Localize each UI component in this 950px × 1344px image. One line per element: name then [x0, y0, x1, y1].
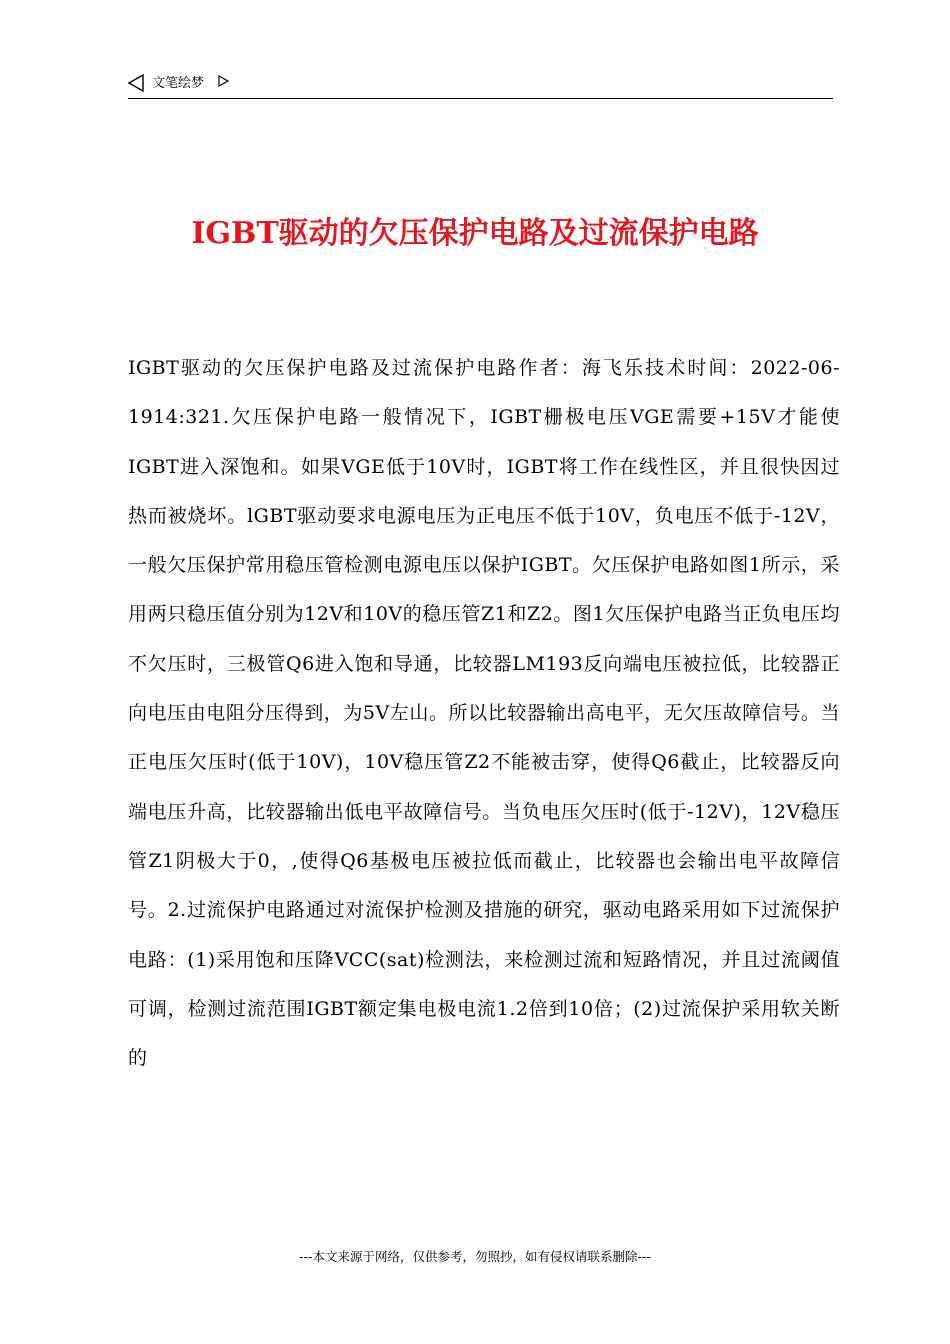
- header-brand: 文笔绘梦: [152, 76, 205, 91]
- footer-disclaimer: ---本文来源于网络，仅供参考，勿照抄，如有侵权请联系删除---: [298, 1249, 652, 1264]
- triangle-right-outline-icon: [218, 75, 229, 87]
- document-body: IGBT驱动的欠压保护电路及过流保护电路作者：海飞乐技术时间：2022-06-1914:321.欠压保护电路一般情况下，IGBT栅极电压VGE需要+15V才能使IGBT进入深饱和。如果VGE低于10V时，IGBT将工作在线性区，并且很快因过热而被烧坏。lGBT驱动要求电源电压为正电压不低于10V，负电压不低于-12V，一般欠压保护常用稳压管检测电源电压以保护IGBT。欠压保护电路如图1所示，采用两只稳压值分别为12V和10V的稳压管Z1和Z2。图1欠压保护电路当正负电压均不欠压时，三极管Q6进入饱和导通，比较器LM193反向端电压被拉低，比较器正向电压由电阻分压得到，为5V左山。所以比较器输出高电平，无欠压故障信号。当正电压欠压时(低于10V)，10V稳压管Z2不能被击穿，使得Q6截止，比较器反向端电压升高，比较器输出低电平故障信号。当负电压欠压时(低于-12V)，12V稳压管Z1阴极大于0，,使得Q6基极电压被拉低而截止，比较器也会输出电平故障信号。2.过流保护电路通过对流保护检测及措施的研究，驱动电路采用如下过流保护电路：(1)采用饱和压降VCC(sat)检测法，来检测过流和短路情况，并且过流阈值可调，检测过流范围IGBT额定集电极电流1.2倍到10倍；(2)过流保护采用软关断的: [128, 357, 840, 1070]
- triangle-left-outline-icon: [128, 74, 144, 92]
- document-title: IGBT驱动的欠压保护电路及过流保护电路: [191, 216, 759, 251]
- page-header: [128, 72, 833, 99]
